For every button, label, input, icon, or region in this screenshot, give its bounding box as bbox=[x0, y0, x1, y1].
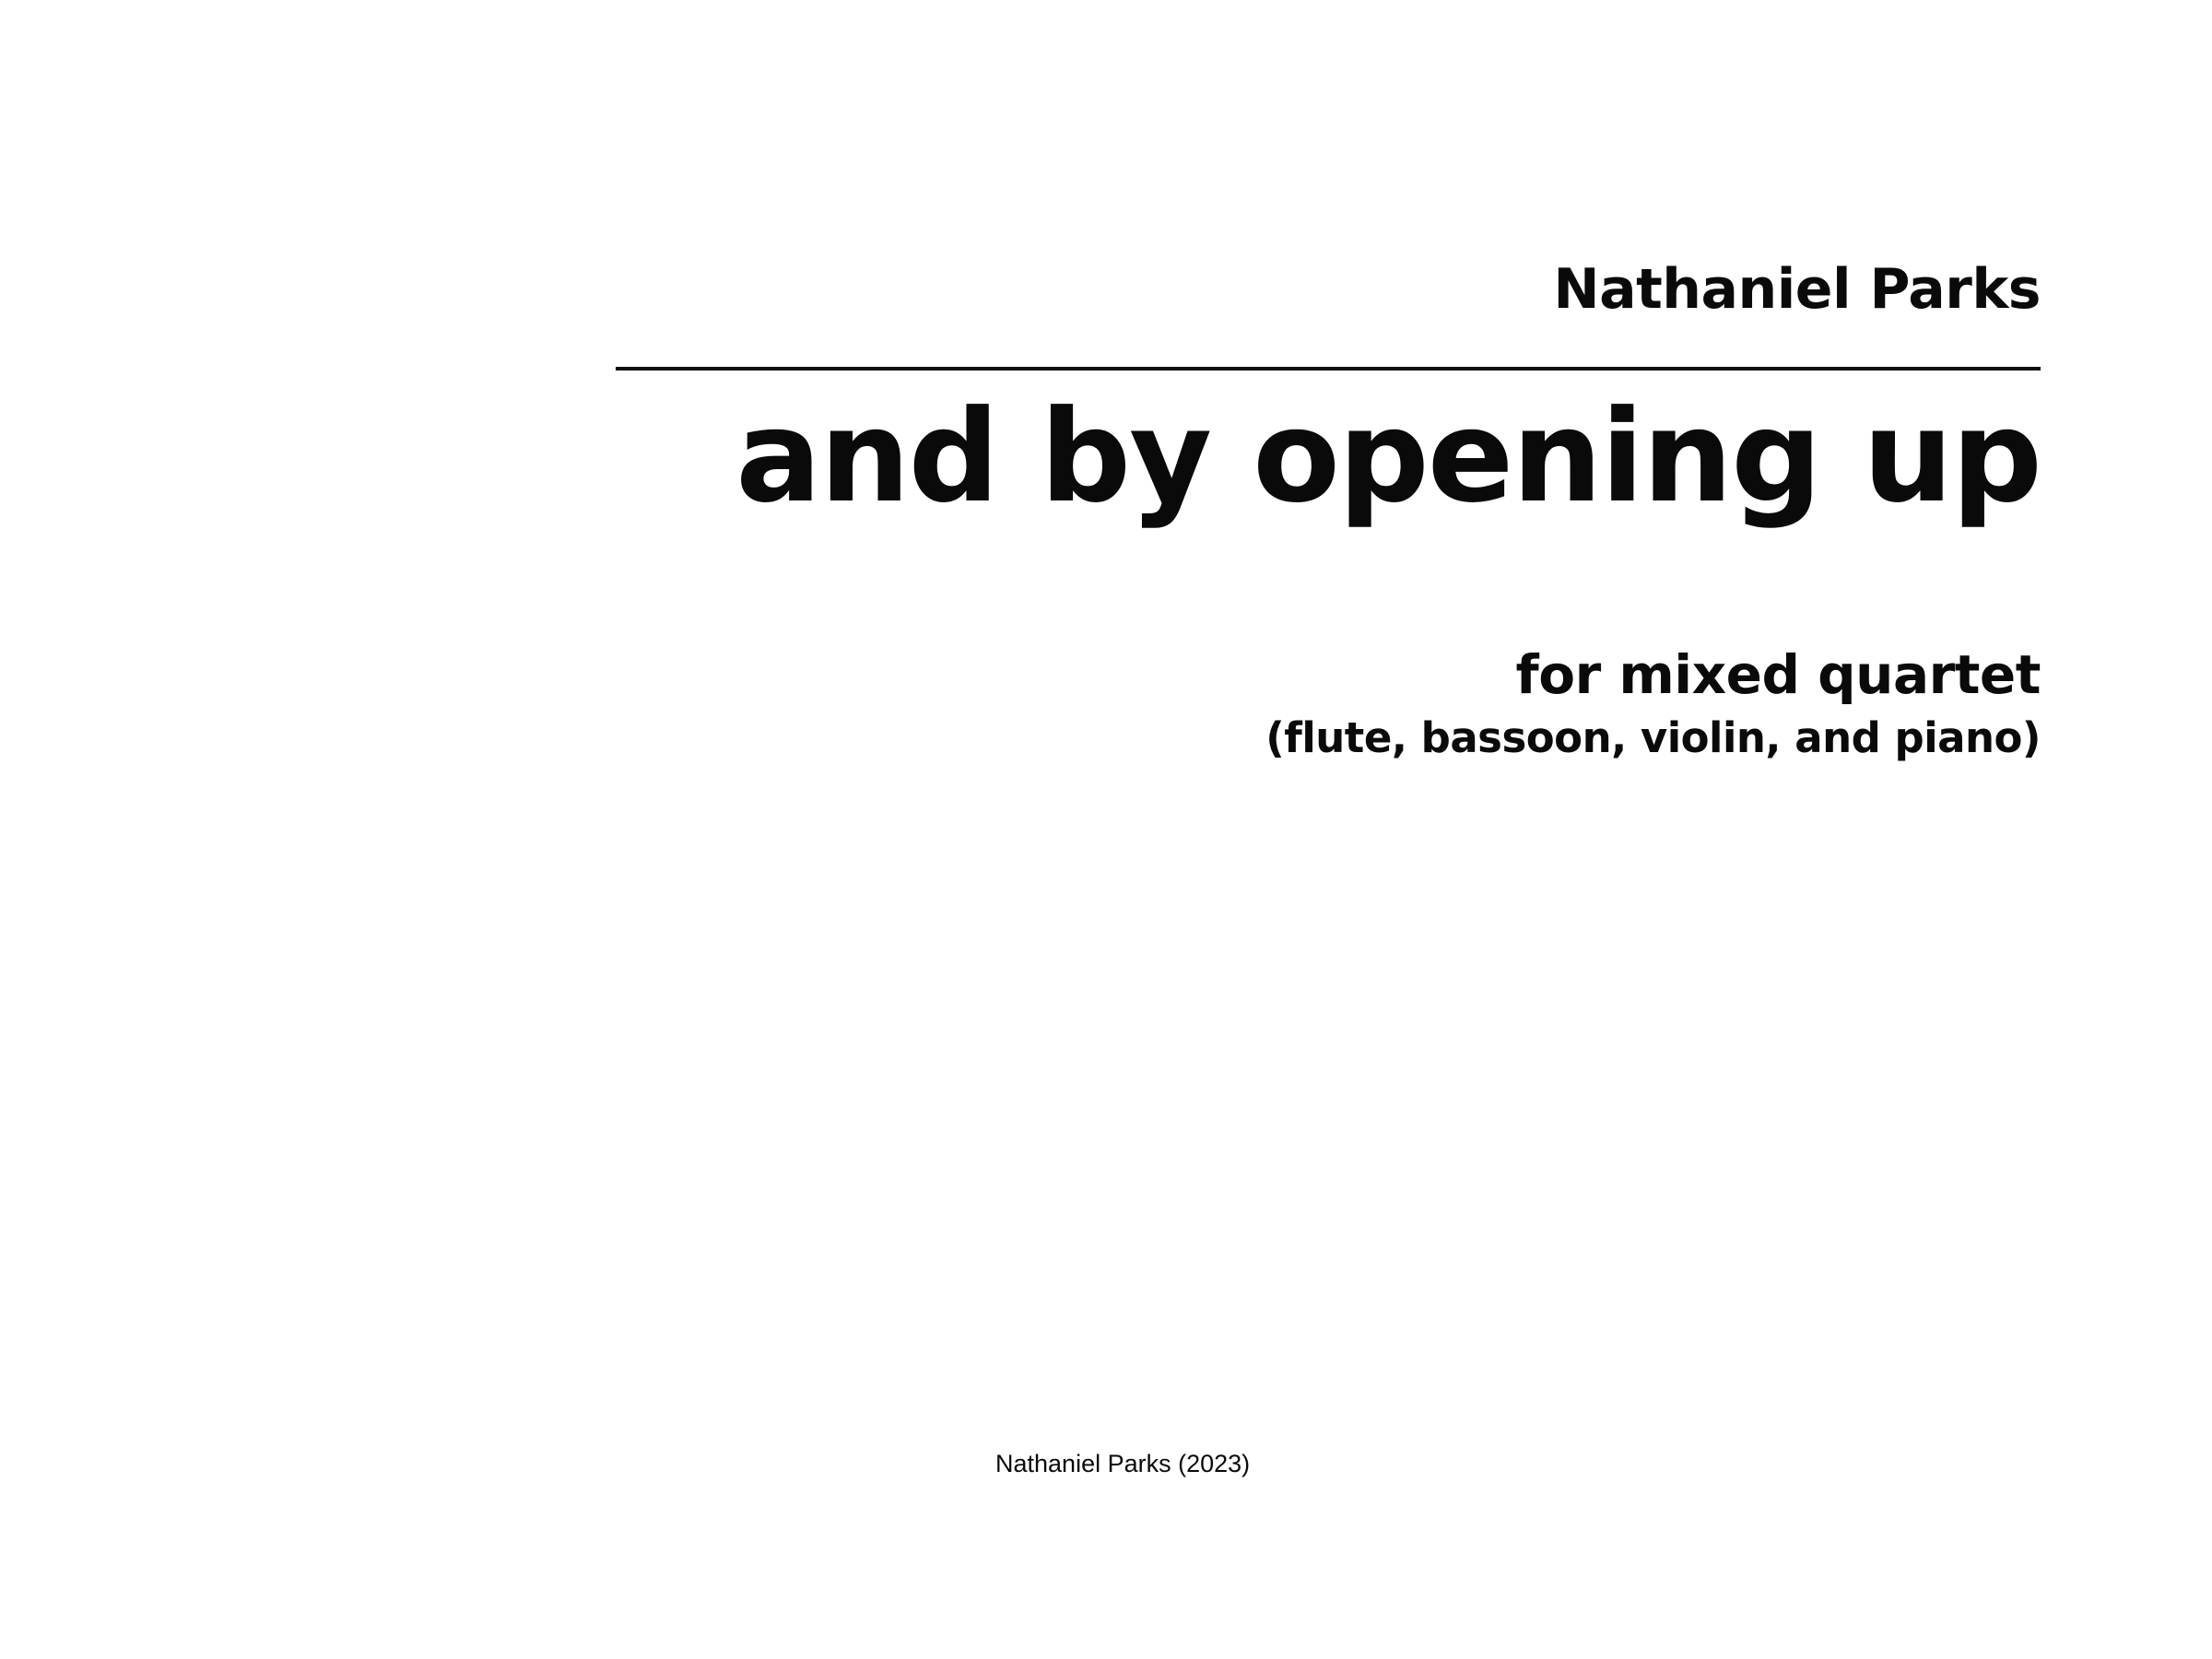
copyright-footer: Nathaniel Parks (2023) bbox=[995, 1450, 1251, 1477]
ensemble-subtitle: for mixed quartet bbox=[1515, 643, 2041, 706]
title-divider bbox=[616, 367, 2041, 371]
instrumentation-list: (flute, bassoon, violin, and piano) bbox=[1265, 713, 2041, 762]
work-title: and by opening up bbox=[735, 382, 2041, 531]
composer-name: Nathaniel Parks bbox=[1553, 257, 2041, 322]
